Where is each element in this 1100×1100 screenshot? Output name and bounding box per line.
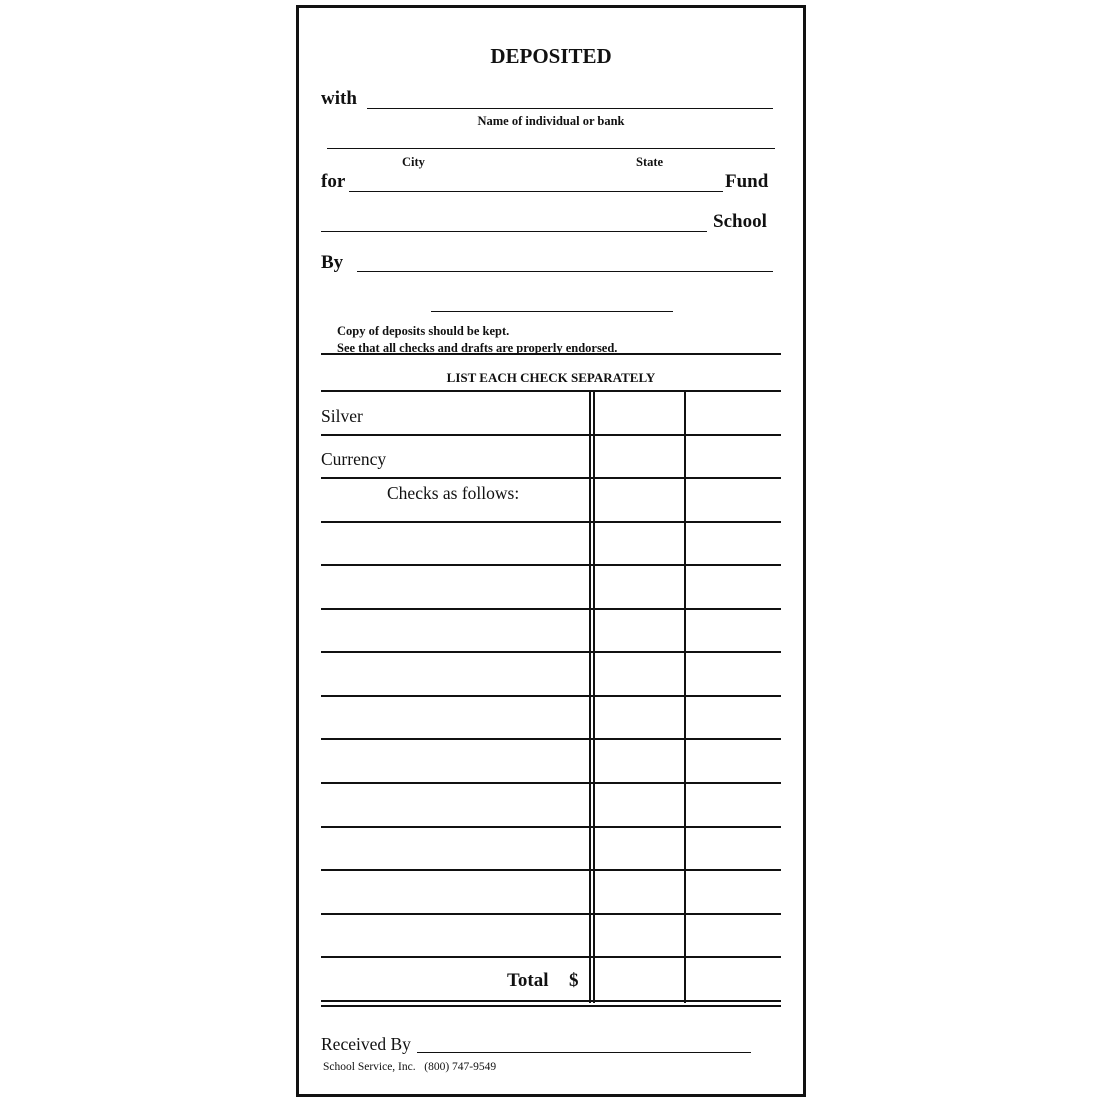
table-row	[321, 782, 781, 784]
for-label: for	[321, 171, 346, 192]
received-by-label: Received By	[321, 1034, 411, 1054]
column-rule-1b	[593, 391, 595, 1003]
school-field-line[interactable]	[321, 231, 707, 232]
row-currency-label: Currency	[321, 449, 387, 469]
table-bottom-rule-2	[321, 1005, 781, 1007]
table-row	[321, 695, 781, 697]
by-field-line[interactable]	[357, 271, 773, 272]
form-title: DEPOSITED	[490, 44, 612, 68]
total-label: Total	[507, 970, 549, 991]
table-bottom-rule	[321, 1000, 781, 1002]
table-row	[321, 651, 781, 653]
signature-line[interactable]	[431, 311, 673, 312]
fund-field-line[interactable]	[349, 191, 723, 192]
school-label: School	[713, 211, 767, 232]
table-row	[321, 956, 781, 958]
table-row	[321, 564, 781, 566]
received-by-field-line[interactable]	[417, 1052, 751, 1053]
column-rule-1	[589, 391, 591, 1003]
row-silver-label: Silver	[321, 406, 363, 426]
table-row	[321, 521, 781, 523]
city-caption: City	[402, 155, 425, 169]
table-row	[321, 826, 781, 828]
note-endorse: See that all checks and drafts are properly endorsed.	[337, 341, 618, 355]
table-row	[321, 738, 781, 740]
list-header: LIST EACH CHECK SEPARATELY	[446, 370, 656, 385]
footer-publisher: School Service, Inc. (800) 747-9549	[323, 1061, 497, 1073]
table-row	[321, 477, 781, 479]
table-top-rule	[321, 353, 781, 355]
with-label: with	[321, 88, 357, 109]
table-row	[321, 913, 781, 915]
table-row	[321, 869, 781, 871]
with-field-line[interactable]	[367, 108, 773, 109]
by-label: By	[321, 252, 344, 273]
deposit-slip	[296, 5, 806, 1097]
column-rule-2	[684, 391, 686, 1003]
table-header-rule	[321, 390, 781, 392]
fund-label: Fund	[725, 171, 769, 192]
table-row	[321, 434, 781, 436]
total-dollar-sign: $	[569, 970, 579, 991]
state-caption: State	[636, 155, 664, 169]
row-checks-label: Checks as follows:	[387, 483, 520, 503]
note-keep-copy: Copy of deposits should be kept.	[337, 324, 510, 338]
table-row	[321, 608, 781, 610]
name-caption: Name of individual or bank	[477, 114, 625, 128]
city-state-field-line[interactable]	[327, 148, 775, 149]
